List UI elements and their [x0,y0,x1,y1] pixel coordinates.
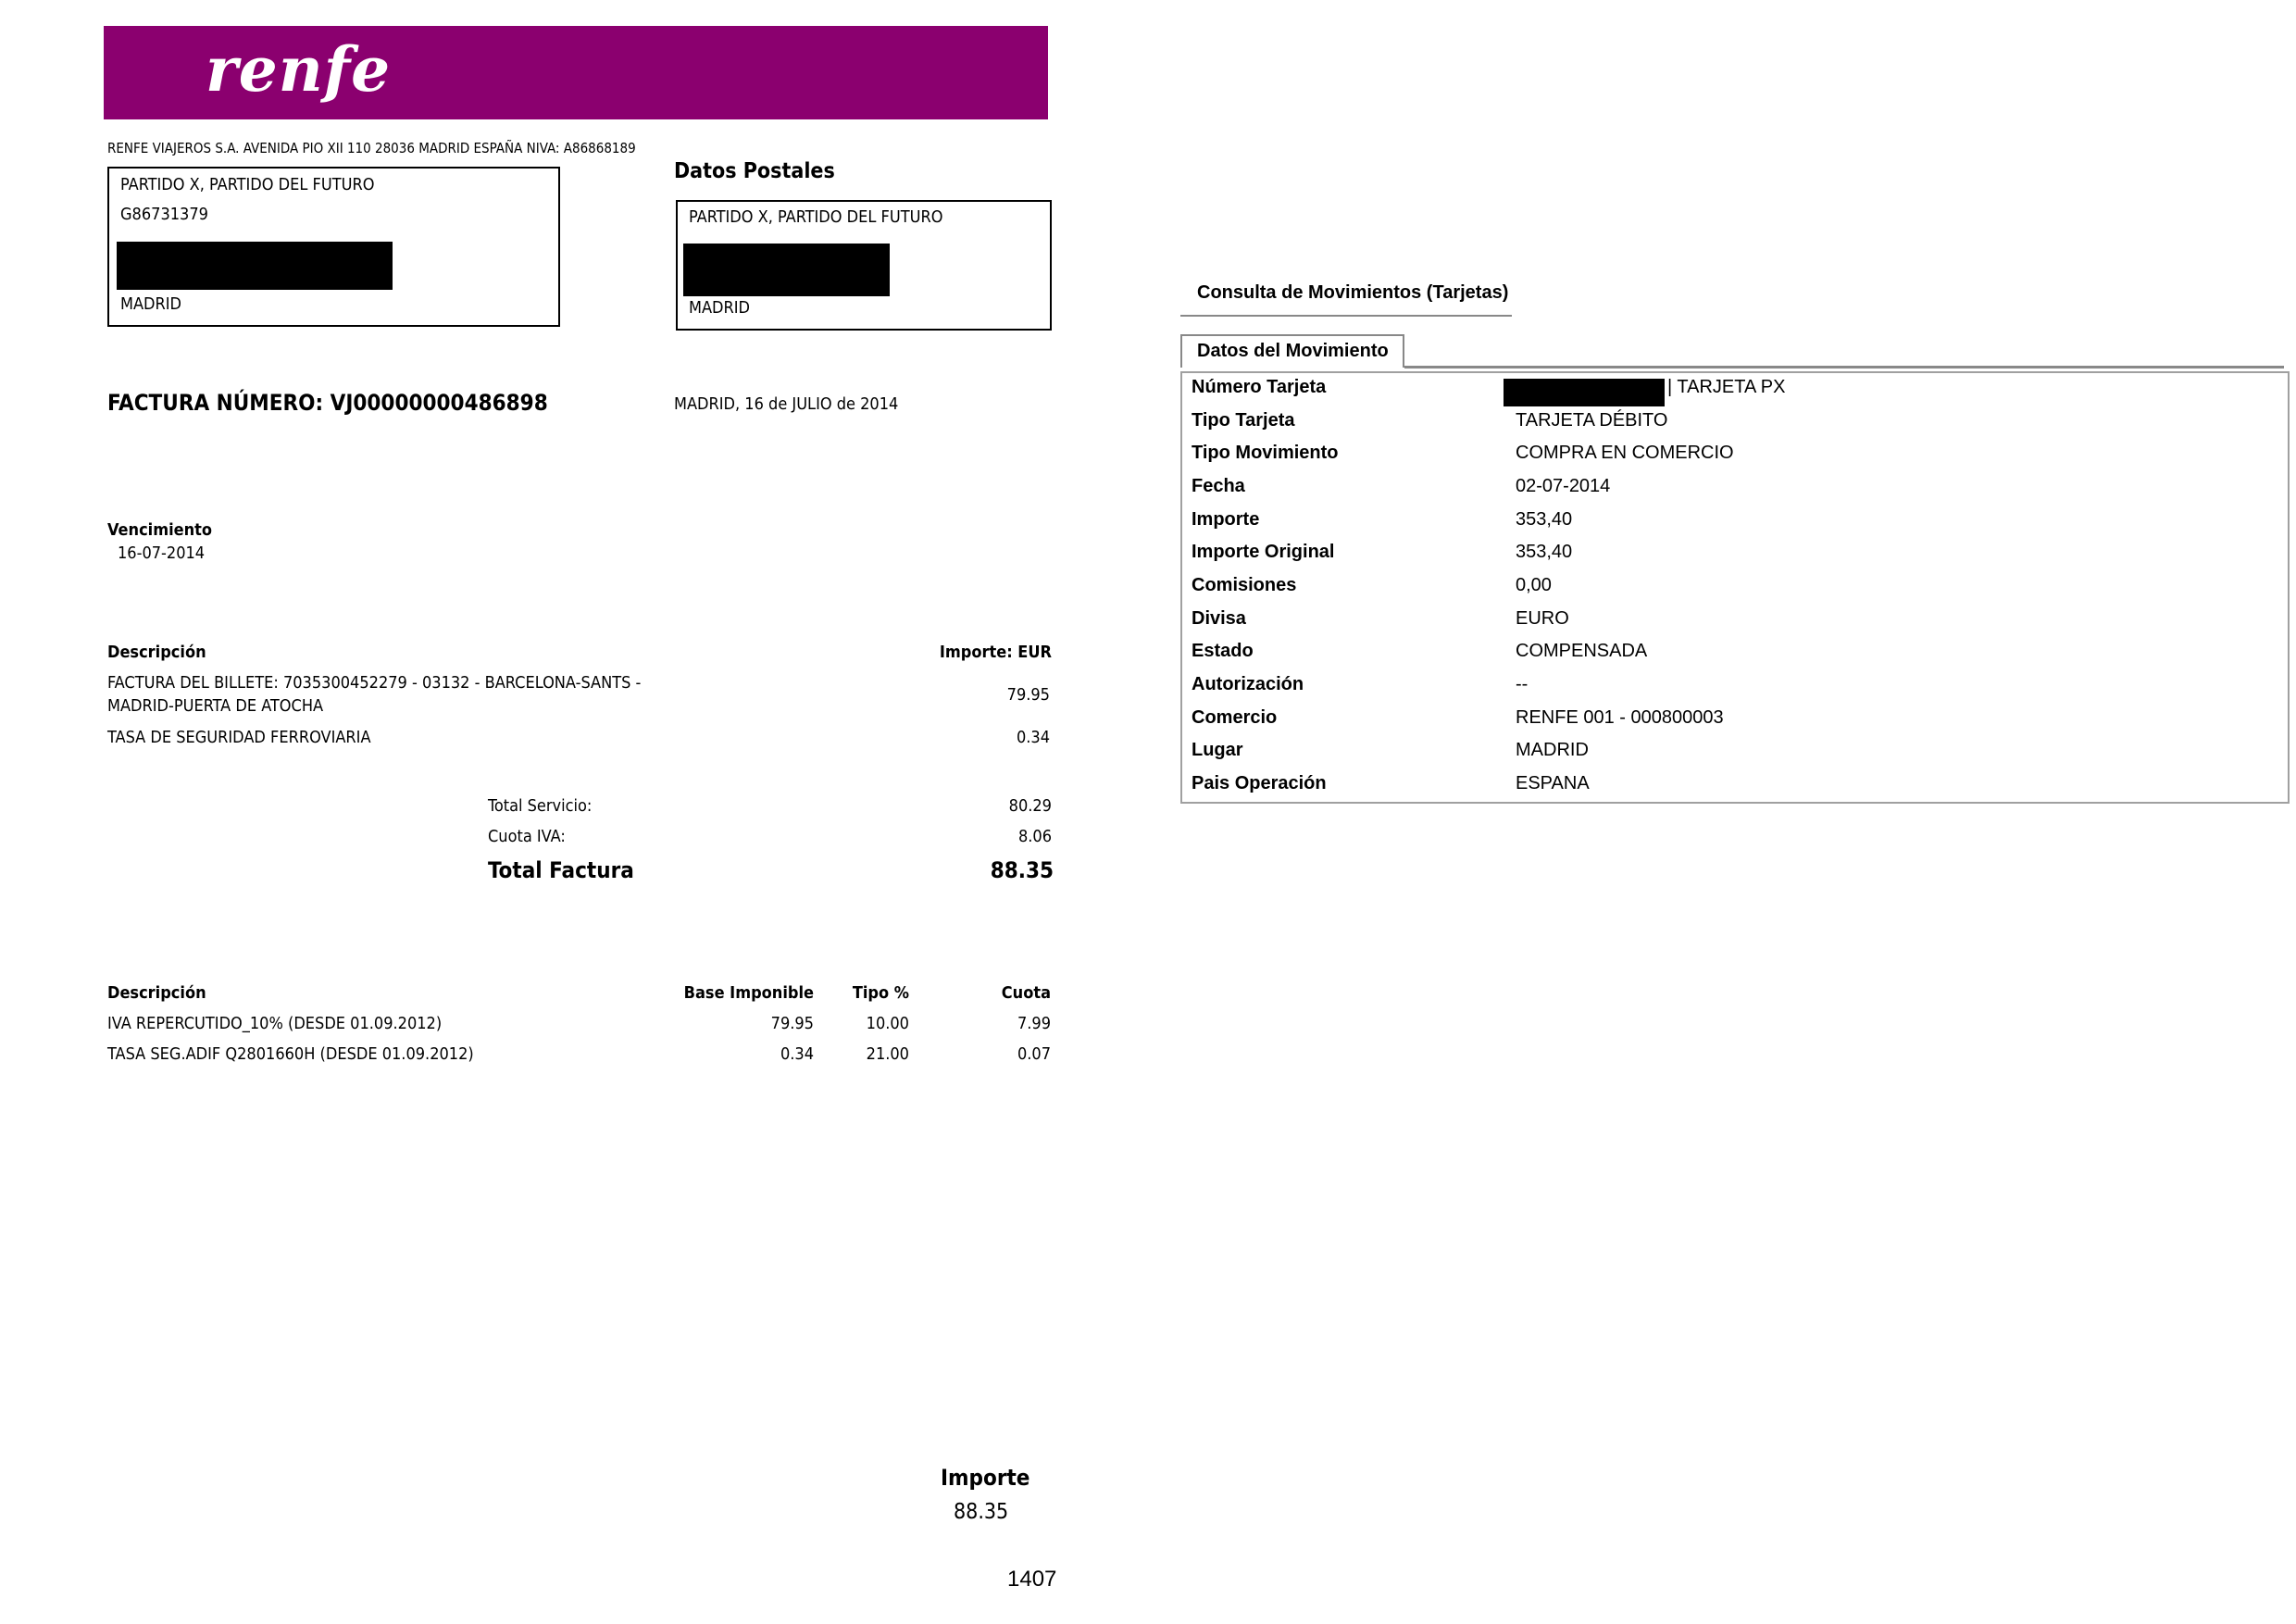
customer-name: PARTIDO X, PARTIDO DEL FUTURO [120,175,375,194]
due-date: 16-07-2014 [118,543,206,563]
detail-label: Fecha [1192,476,1245,496]
detail-value: 353,40 [1516,509,1573,530]
lines-header-amount: Importe: EUR [939,643,1052,662]
redacted-card-number [1504,379,1665,406]
tax-header-quota: Cuota [1001,983,1051,1003]
detail-label: Comercio [1192,707,1278,728]
detail-value: TARJETA DÉBITO [1516,410,1668,431]
postal-city: MADRID [689,298,751,318]
detail-value: EURO [1516,608,1569,629]
customer-city: MADRID [120,294,182,314]
detail-label: Estado [1192,641,1254,661]
tax-row-rate: 10.00 [866,1014,909,1033]
line-item-amount: 79.95 [1006,685,1050,705]
detail-label: Autorización [1192,674,1304,694]
tax-row-quota: 0.07 [1017,1044,1051,1064]
tab-movement-data[interactable]: Datos del Movimiento [1180,334,1404,368]
detail-label: Tipo Tarjeta [1192,410,1295,431]
postal-heading: Datos Postales [674,159,835,183]
footer-importe-label: Importe [941,1465,1030,1491]
movements-title: Consulta de Movimientos (Tarjetas) [1197,282,1509,303]
iva-quota-value: 8.06 [1017,827,1052,846]
detail-value: 353,40 [1516,542,1573,562]
detail-value: 0,00 [1516,575,1552,595]
detail-value: -- [1516,674,1529,694]
detail-label: Comisiones [1192,575,1297,595]
total-service-value: 80.29 [1008,796,1052,816]
postal-address-box [676,200,1052,331]
postal-name: PARTIDO X, PARTIDO DEL FUTURO [689,207,943,227]
tab-divider [1404,366,2284,369]
line-item-desc-cont: MADRID-PUERTA DE ATOCHA [107,696,324,716]
total-invoice-label: Total Factura [488,857,634,883]
page-number: 1407 [1007,1567,1057,1592]
customer-nif: G86731379 [120,205,208,224]
line-item-amount: 0.34 [1016,728,1050,747]
customer-address-box [107,167,560,327]
tax-row-base: 79.95 [770,1014,814,1033]
title-underline [1180,315,1512,317]
renfe-banner [104,26,1048,119]
company-address-line: RENFE VIAJEROS S.A. AVENIDA PIO XII 110 28036 MADRID ESPAÑA NIVA: A86868189 [107,140,636,156]
detail-value: ESPANA [1516,773,1590,793]
detail-value: COMPENSADA [1516,641,1648,661]
detail-value: MADRID [1516,740,1589,760]
tax-row-quota: 7.99 [1017,1014,1051,1033]
line-item-desc: TASA DE SEGURIDAD FERROVIARIA [107,728,371,747]
redacted-postal-address [683,244,890,296]
tax-header-base: Base Imponible [683,983,814,1003]
detail-label: Lugar [1192,740,1243,760]
detail-label: Tipo Movimiento [1192,443,1339,463]
invoice-number: FACTURA NÚMERO: VJ00000000486898 [107,390,548,416]
redacted-address [117,242,393,290]
due-label: Vencimiento [107,520,213,540]
iva-quota-label: Cuota IVA: [488,827,566,846]
detail-label: Pais Operación [1192,773,1327,793]
detail-value: COMPRA EN COMERCIO [1516,443,1734,463]
detail-value: RENFE 001 - 000800003 [1516,707,1724,728]
tax-header-description: Descripción [107,983,206,1003]
detail-label: Divisa [1192,608,1246,629]
tax-row-rate: 21.00 [866,1044,909,1064]
tax-header-rate: Tipo % [852,983,909,1003]
total-invoice-value: 88.35 [990,857,1054,883]
lines-header-description: Descripción [107,643,206,662]
tax-row-description: IVA REPERCUTIDO_10% (DESDE 01.09.2012) [107,1014,443,1033]
detail-value: 02-07-2014 [1516,476,1611,496]
detail-value: | TARJETA PX [1667,377,1786,397]
line-item-desc: FACTURA DEL BILLETE: 7035300452279 - 03132 - BARCELONA-SANTS - [107,673,642,693]
total-service-label: Total Servicio: [488,796,593,816]
tax-row-base: 0.34 [780,1044,814,1064]
footer-importe-value: 88.35 [954,1500,1009,1524]
tax-row-description: TASA SEG.ADIF Q2801660H (DESDE 01.09.2012) [107,1044,474,1064]
detail-label: Importe Original [1192,542,1335,562]
detail-label: Importe [1192,509,1260,530]
detail-label: Número Tarjeta [1192,377,1327,397]
renfe-logo: renfe [206,33,392,106]
movement-details-table [1180,371,2290,804]
invoice-date: MADRID, 16 de JULIO de 2014 [674,394,899,414]
